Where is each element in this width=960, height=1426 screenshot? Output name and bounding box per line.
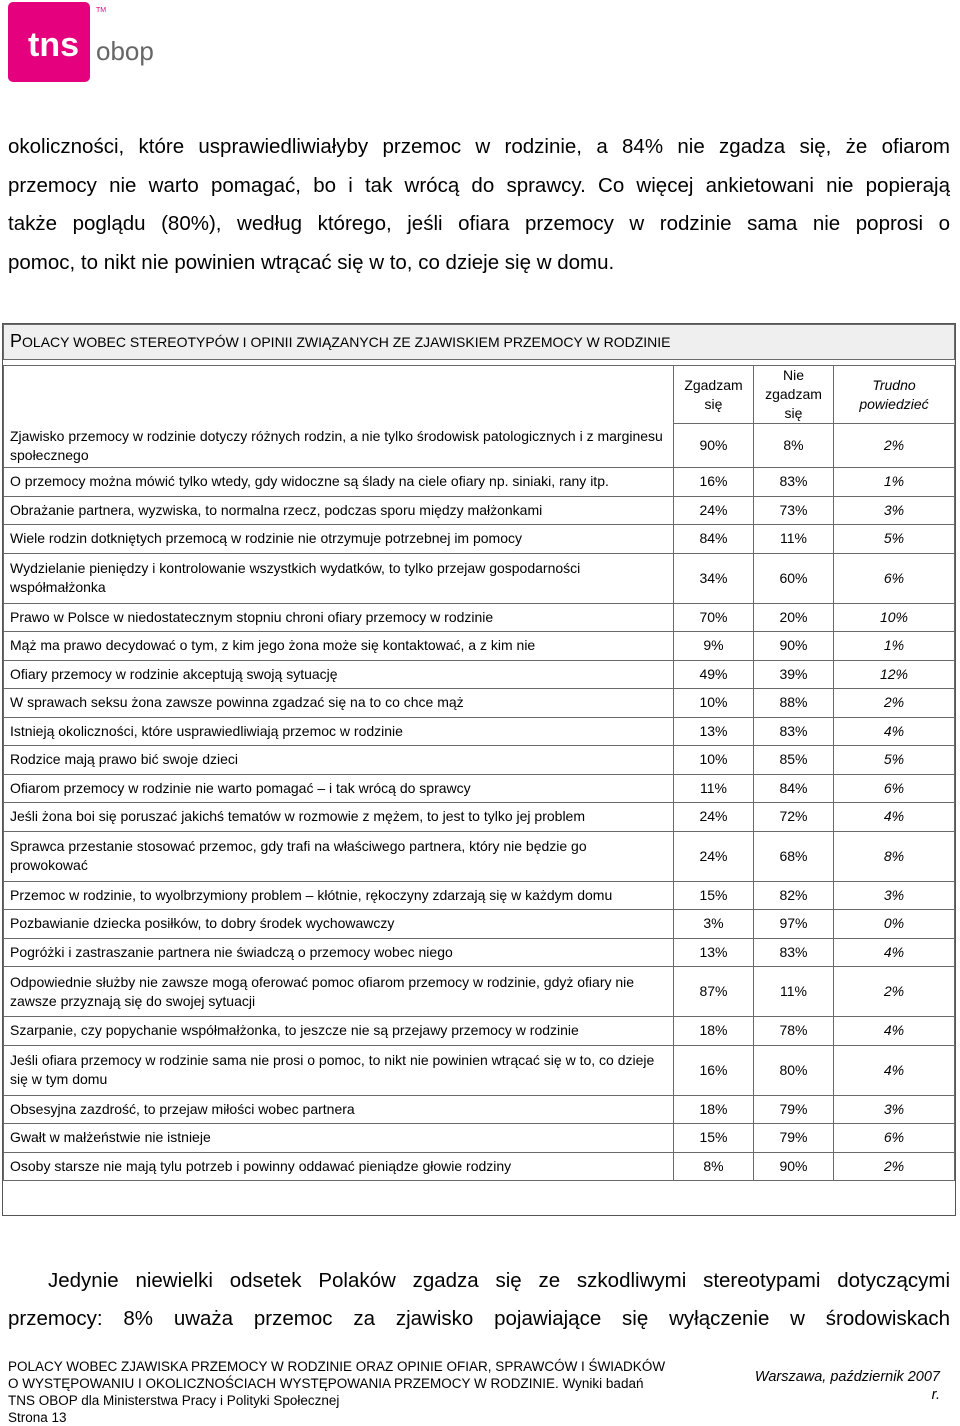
value-agree: 11% <box>674 774 754 803</box>
value-agree: 15% <box>674 881 754 910</box>
table-row <box>4 967 955 1017</box>
value-disagree: 79% <box>754 1124 834 1153</box>
value-agree: 10% <box>674 746 754 775</box>
closing-line: Jedynie niewielki odsetek Polaków zgadza się ze szkodliwymi stereotypami dotyczącymi <box>48 1269 950 1292</box>
value-agree: 16% <box>674 1045 754 1095</box>
footer-date-line1: Warszawa, październik 2007 <box>754 1369 940 1385</box>
intro-line: pomoc, to nikt nie powinien wtrącać się w to, co dzieje się w domu. <box>8 250 615 274</box>
tns-obop-logo <box>8 2 158 82</box>
value-hard-to-say: 2% <box>834 689 955 718</box>
value-hard-to-say: 3% <box>834 881 955 910</box>
table-row <box>4 1017 955 1046</box>
table-row <box>4 746 955 775</box>
value-disagree: 20% <box>754 603 834 632</box>
statement-text: Gwałt w małżeństwie nie istnieje <box>4 1124 674 1153</box>
value-hard-to-say: 0% <box>834 910 955 939</box>
statement-text: W sprawach seksu żona zawsze powinna zgadzać się na to co chce mąż <box>4 689 674 718</box>
statement-text: Przemoc w rodzinie, to wyolbrzymiony problem – kłótnie, rękoczyny zdarzają się w każdym domu <box>4 881 674 910</box>
value-agree: 24% <box>674 803 754 832</box>
intro-paragraph <box>8 128 950 282</box>
statement-text: Istnieją okoliczności, które usprawiedliwiają przemoc w rodzinie <box>4 717 674 746</box>
value-agree: 24% <box>674 496 754 525</box>
statement-text: Wiele rodzin dotkniętych przemocą w rodzinie nie otrzymuje potrzebnej im pomocy <box>4 525 674 554</box>
value-disagree: 72% <box>754 803 834 832</box>
page-footer <box>8 1358 952 1426</box>
survey-table <box>3 324 955 1181</box>
value-disagree: 97% <box>754 910 834 939</box>
value-agree: 49% <box>674 660 754 689</box>
statement-text: Prawo w Polsce w niedostatecznym stopniu chroni ofiary przemocy w rodzinie <box>4 603 674 632</box>
intro-line: także poglądu (80%), według którego, jeśli ofiara przemocy w rodzinie sama nie poprosi o <box>8 212 950 235</box>
statement-text: Jeśli żona boi się poruszać jakichś tematów w rozmowie z mężem, to jest to tylko jej problem <box>4 803 674 832</box>
first-statement-cell <box>4 366 674 468</box>
header-agree: Zgadzam się <box>674 366 754 424</box>
value-disagree: 90% <box>754 632 834 661</box>
table-row <box>4 938 955 967</box>
logo-sub: obop <box>96 36 154 66</box>
table-row <box>4 803 955 832</box>
table-row <box>4 632 955 661</box>
table-row <box>4 553 955 603</box>
value-disagree: 83% <box>754 938 834 967</box>
value-disagree: 84% <box>754 774 834 803</box>
value-hard-to-say: 2% <box>834 967 955 1017</box>
value-agree: 13% <box>674 717 754 746</box>
value-hard-to-say: 6% <box>834 553 955 603</box>
table-title-rest1: OLACY WOBEC STEREOTYPÓW I OPINII ZWIĄZANYCH ZE ZJAWISKIEM PRZEMOCY W RODZINIE <box>22 334 671 350</box>
value-disagree: 39% <box>754 660 834 689</box>
intro-line: okoliczności, które usprawiedliwiałyby przemoc w rodzinie, a 84% nie zgadza się, że ofiarom <box>8 135 950 158</box>
value-hard-to-say: 4% <box>834 1045 955 1095</box>
table-row <box>4 831 955 881</box>
statement-text: Odpowiednie służby nie zawsze mogą oferować pomoc ofiarom przemocy w rodzinie, gdyż ofiary nie zawsze przyznają się do swojej sytuacji <box>4 967 674 1017</box>
value-disagree: 83% <box>754 468 834 497</box>
statement-text: Obrażanie partnera, wyzwiska, to normalna rzecz, podczas sporu między małżonkami <box>4 496 674 525</box>
value-disagree: 79% <box>754 1095 834 1124</box>
statement-text: O przemocy można mówić tylko wtedy, gdy widoczne są ślady na ciele ofiary np. siniaki, rany itp. <box>4 468 674 497</box>
value-disagree: 82% <box>754 881 834 910</box>
value-agree: 13% <box>674 938 754 967</box>
survey-table-container <box>2 323 956 1216</box>
value-hard-to-say: 1% <box>834 632 955 661</box>
value-disagree: 73% <box>754 496 834 525</box>
statement-text: Ofiary przemocy w rodzinie akceptują swoją sytuację <box>4 660 674 689</box>
table-row <box>4 910 955 939</box>
value-disagree: 88% <box>754 689 834 718</box>
value-hard-to-say: 5% <box>834 746 955 775</box>
table-row <box>4 525 955 554</box>
table-row <box>4 1045 955 1095</box>
value-agree: 10% <box>674 689 754 718</box>
footer-line: POLACY WOBEC ZJAWISKA PRZEMOCY W RODZINIE ORAZ OPINIE OFIAR, SPRAWCÓW I ŚWIADKÓW <box>8 1359 666 1374</box>
statement-text: Sprawca przestanie stosować przemoc, gdy trafi na właściwego partnera, który nie będzie go prowokować <box>4 831 674 881</box>
value-hard-to-say: 10% <box>834 603 955 632</box>
value-hard-to-say: 1% <box>834 468 955 497</box>
table-title <box>4 325 955 360</box>
statement-text: Ofiarom przemocy w rodzinie nie warto pomagać – i tak wrócą do sprawcy <box>4 774 674 803</box>
header-hard-to-say: Trudno powiedzieć <box>834 366 955 424</box>
value-agree: 16% <box>674 468 754 497</box>
value-hard-to-say: 3% <box>834 496 955 525</box>
value-agree: 8% <box>674 1152 754 1181</box>
value-hard-to-say: 4% <box>834 938 955 967</box>
footer-date <box>755 1368 940 1404</box>
value-hard-to-say: 2% <box>834 424 955 468</box>
value-hard-to-say: 8% <box>834 831 955 881</box>
value-agree: 90% <box>674 424 754 468</box>
statement-text: Obsesyjna zazdrość, to przejaw miłości wobec partnera <box>4 1095 674 1124</box>
closing-line: przemocy: 8% uważa przemoc za zjawisko pojawiające się wyłączenie w środowiskach <box>8 1307 950 1330</box>
table-row <box>4 1152 955 1181</box>
closing-paragraph <box>8 1262 950 1338</box>
table-row <box>4 881 955 910</box>
value-disagree: 78% <box>754 1017 834 1046</box>
table-row <box>4 689 955 718</box>
value-agree: 87% <box>674 967 754 1017</box>
value-hard-to-say: 6% <box>834 774 955 803</box>
intro-line: przemocy nie warto pomagać, bo i tak wrócą do sprawcy. Co więcej ankietowani nie popierają <box>8 173 950 197</box>
value-disagree: 68% <box>754 831 834 881</box>
statement-text: Rodzice mają prawo bić swoje dzieci <box>4 746 674 775</box>
value-disagree: 60% <box>754 553 834 603</box>
table-row <box>4 1095 955 1124</box>
value-agree: 3% <box>674 910 754 939</box>
value-disagree: 90% <box>754 1152 834 1181</box>
logo-tm: TM <box>96 7 107 14</box>
table-row <box>4 717 955 746</box>
value-hard-to-say: 4% <box>834 803 955 832</box>
value-hard-to-say: 6% <box>834 1124 955 1153</box>
footer-line: TNS OBOP dla Ministerstwa Pracy i Polityki Społecznej <box>8 1393 340 1408</box>
value-disagree: 11% <box>754 967 834 1017</box>
value-agree: 24% <box>674 831 754 881</box>
value-disagree: 8% <box>754 424 834 468</box>
statement-text: Szarpanie, czy popychanie współmałżonka, to jeszcze nie są przejawy przemocy w rodzinie <box>4 1017 674 1046</box>
value-hard-to-say: 2% <box>834 1152 955 1181</box>
value-agree: 34% <box>674 553 754 603</box>
table-row <box>4 468 955 497</box>
statement-text: Pozbawianie dziecka posiłków, to dobry środek wychowawczy <box>4 910 674 939</box>
statement-text: Osoby starsze nie mają tylu potrzeb i powinny oddawać pieniądze głowie rodziny <box>4 1152 674 1181</box>
table-title-cap1: P <box>10 331 23 351</box>
statement-text: Jeśli ofiara przemocy w rodzinie sama nie prosi o pomoc, to nikt nie powinien wtrącać się w to, co dzieje się w tym domu <box>4 1045 674 1095</box>
value-agree: 9% <box>674 632 754 661</box>
value-agree: 18% <box>674 1095 754 1124</box>
footer-date-line2: r. <box>931 1387 940 1403</box>
value-hard-to-say: 3% <box>834 1095 955 1124</box>
header-disagree: Nie zgadzam się <box>754 366 834 424</box>
value-disagree: 83% <box>754 717 834 746</box>
value-disagree: 11% <box>754 525 834 554</box>
statement-text: Zjawisko przemocy w rodzinie dotyczy różnych rodzin, a nie tylko środowisk patologicznych i z marginesu społecznego <box>10 428 663 463</box>
table-row <box>4 496 955 525</box>
footer-line: O WYSTĘPOWANIU I OKOLICZNOŚCIACH WYSTĘPOWANIA PRZEMOCY W RODZINIE. Wyniki badań <box>8 1376 644 1391</box>
statement-text: Mąż ma prawo decydować o tym, z kim jego żona może się kontaktować, a z kim nie <box>4 632 674 661</box>
statement-text: Wydzielanie pieniędzy i kontrolowanie wszystkich wydatków, to tylko przejaw gospodarności współmałżonka <box>4 553 674 603</box>
value-disagree: 85% <box>754 746 834 775</box>
table-row <box>4 1124 955 1153</box>
value-hard-to-say: 4% <box>834 717 955 746</box>
table-row <box>4 660 955 689</box>
statement-text: Pogróżki i zastraszanie partnera nie świadczą o przemocy wobec niego <box>4 938 674 967</box>
value-agree: 18% <box>674 1017 754 1046</box>
value-hard-to-say: 12% <box>834 660 955 689</box>
value-agree: 70% <box>674 603 754 632</box>
value-agree: 84% <box>674 525 754 554</box>
value-hard-to-say: 5% <box>834 525 955 554</box>
value-disagree: 80% <box>754 1045 834 1095</box>
table-row <box>4 774 955 803</box>
table-row <box>4 603 955 632</box>
value-agree: 15% <box>674 1124 754 1153</box>
logo-brand: tns <box>28 26 79 64</box>
value-hard-to-say: 4% <box>834 1017 955 1046</box>
page-number: Strona 13 <box>8 1410 67 1425</box>
